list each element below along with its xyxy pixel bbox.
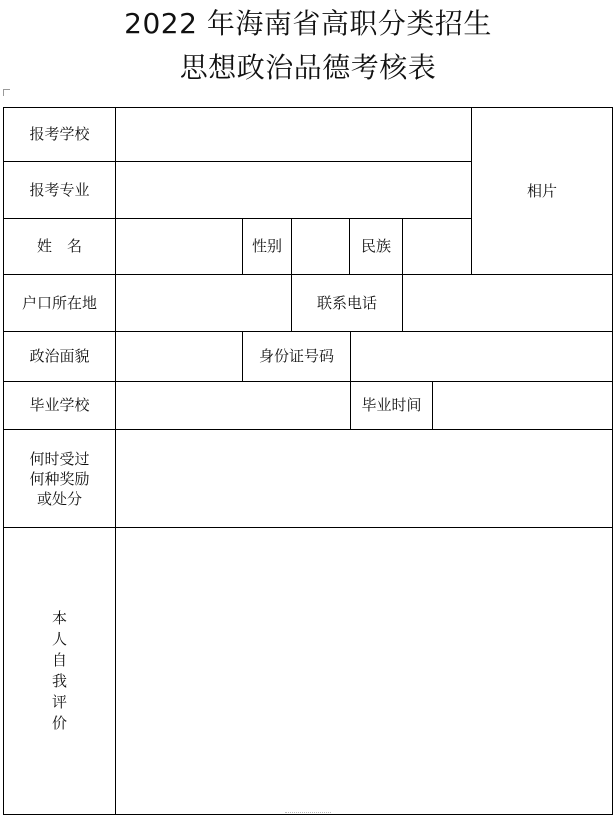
major-field[interactable]	[116, 162, 471, 218]
political-label: 政治面貌	[29, 347, 90, 365]
photo-field[interactable]	[472, 108, 612, 274]
col-line	[612, 107, 613, 815]
hukou-label: 户口所在地	[21, 293, 97, 312]
self-eval-label: 本 人 自 我 评 价	[51, 609, 67, 732]
grad-time-label: 毕业时间	[361, 396, 422, 414]
grad-time-field[interactable]	[433, 382, 612, 429]
hukou-field[interactable]	[116, 275, 291, 331]
awards-label: 何时受过 何种奖励 或处分	[29, 449, 90, 508]
grad-school-label: 毕业学校	[29, 396, 90, 414]
school-label: 报考学校	[29, 125, 90, 143]
ethnicity-field[interactable]	[403, 219, 471, 274]
major-label: 报考专业	[29, 180, 90, 199]
corner-mark	[3, 89, 10, 96]
self-eval-field[interactable]	[116, 528, 612, 814]
phone-label: 联系电话	[316, 293, 377, 312]
ethnicity-label: 民族	[360, 237, 391, 255]
political-field[interactable]	[116, 332, 242, 381]
awards-field[interactable]	[116, 430, 612, 527]
page-mark	[285, 812, 331, 815]
gender-label: 性别	[251, 237, 282, 255]
form-title-line-1: 2022 年海南省高职分类招生	[124, 7, 492, 40]
name-field[interactable]	[116, 219, 242, 274]
school-field[interactable]	[116, 108, 471, 161]
grad-school-field[interactable]	[116, 382, 350, 429]
gender-field[interactable]	[292, 219, 349, 274]
id-number-label: 身份证号码	[258, 347, 334, 365]
id-number-field[interactable]	[351, 332, 612, 381]
photo-label: 相片	[526, 181, 557, 200]
phone-field[interactable]	[403, 275, 612, 331]
form-title-line-2: 思想政治品德考核表	[179, 51, 437, 84]
name-label: 姓 名	[36, 237, 82, 255]
